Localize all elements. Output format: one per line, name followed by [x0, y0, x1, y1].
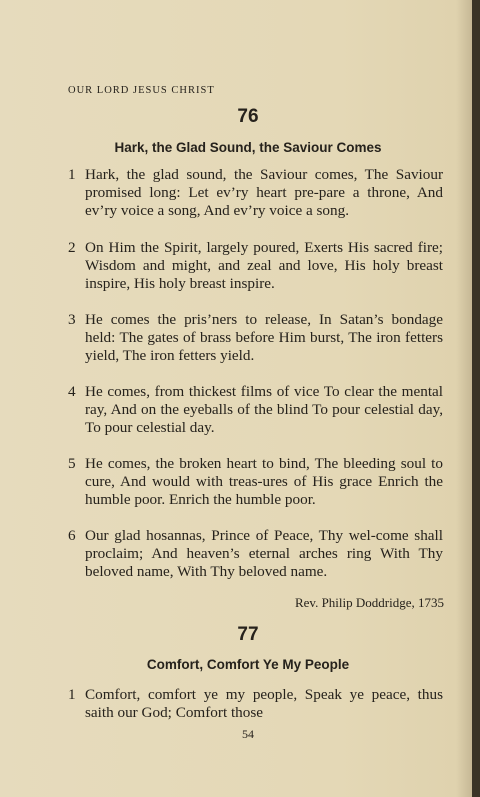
- verse-number: 3: [68, 311, 76, 328]
- hymn-title: Comfort, Comfort Ye My People: [146, 657, 350, 672]
- verse: [68, 527, 443, 581]
- verse-number: 1: [68, 166, 76, 183]
- hymn-title: Hark, the Glad Sound, the Saviour Comes: [114, 140, 382, 155]
- verse-number: 2: [68, 239, 76, 256]
- verse-number: 1: [68, 686, 76, 703]
- running-head: OUR LORD JESUS CHRIST: [68, 85, 215, 96]
- verse: [68, 455, 443, 509]
- verse: [68, 239, 443, 293]
- verse: [68, 383, 443, 437]
- verse: [68, 311, 443, 365]
- hymn-number: 76: [237, 106, 259, 127]
- verse-number: 4: [68, 383, 76, 400]
- verse-text: Comfort, comfort ye my people, Speak ye peace, thus saith our God; Comfort those: [85, 686, 443, 721]
- verse-text: Hark, the glad sound, the Saviour comes, The Saviour promised long: Let ev’ry heart pre-pare a throne, And ev’ry voice a song, And ev’ry voice a song.: [85, 166, 443, 219]
- verse-text: On Him the Spirit, largely poured, Exerts His sacred fire; Wisdom and might, and zeal and love, His holy breast inspire, His holy breast inspire.: [85, 239, 443, 292]
- verse: [68, 166, 443, 220]
- verse-number: 5: [68, 455, 76, 472]
- hymn-attribution: Rev. Philip Doddridge, 1735: [294, 595, 444, 610]
- verse-text: He comes the pris’ners to release, In Satan’s bondage held: The gates of brass before Him burst, The iron fetters yield, The iron fetters yield.: [85, 311, 443, 364]
- verse-text: He comes, the broken heart to bind, The bleeding soul to cure, And would with treas-ures of His grace Enrich the humble poor. Enrich the humble poor.: [85, 455, 443, 508]
- verse-text: He comes, from thickest films of vice To clear the mental ray, And on the eyeballs of the blind To pour celestial day, To pour celestial day.: [85, 383, 443, 436]
- verse: [68, 686, 443, 722]
- page-number: 54: [242, 727, 254, 741]
- hymn-number: 77: [237, 624, 259, 645]
- verse-number: 6: [68, 527, 76, 544]
- verse-text: Our glad hosannas, Prince of Peace, Thy wel-come shall proclaim; And heaven’s eternal arches ring With Thy beloved name, With Thy beloved name.: [85, 527, 443, 580]
